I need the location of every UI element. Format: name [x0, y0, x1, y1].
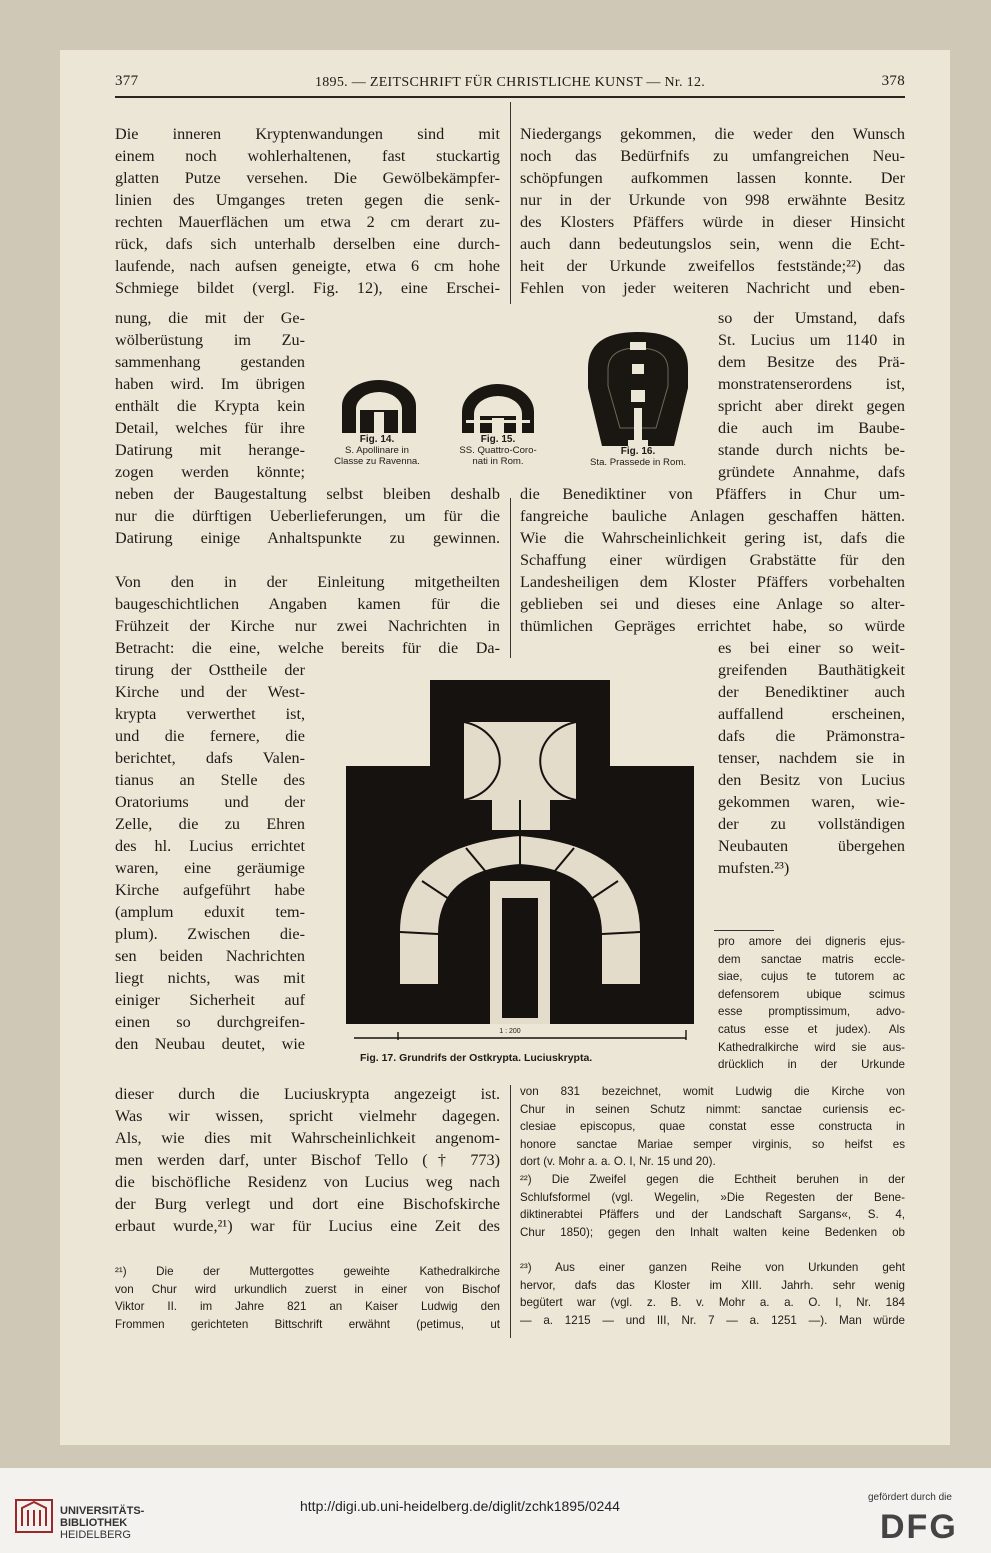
text-line: des Klosters Pfäffers würde in dieser Hinsicht	[520, 213, 905, 231]
col1-paragraph-3	[115, 1105, 500, 1237]
fig15-drawing	[458, 380, 538, 435]
header-rule	[115, 96, 905, 98]
text-line: und die fernere, die	[115, 727, 305, 745]
text-line: so der Umstand, dafs	[718, 309, 905, 327]
text-line: die Benediktiner von Pfäffers in Chur um-	[520, 485, 905, 503]
text-line: ²²) Die Zweifel gegen die Echtheit beruhen in der	[520, 1173, 905, 1186]
text-line: es bei einer so weit-	[718, 639, 905, 657]
text-line: ²³) Aus einer ganzen Reihe von Urkunden geht	[520, 1261, 905, 1274]
text-line: Kirche aufgeführt habe	[115, 881, 305, 899]
dfg-logo: DFG	[880, 1508, 958, 1546]
library-seal-icon	[14, 1498, 54, 1534]
text-line: den Neubau deutet, wie	[115, 1035, 305, 1053]
text-line: Schmiege bildet (vergl. Fig. 12), eine Erschei-	[115, 279, 500, 297]
text-line: hervor, dafs das Kloster im XIII. Jahrh. sehr wenig	[520, 1278, 905, 1292]
text-line: der Burg verlegt und dort eine Bischofskirche	[115, 1195, 500, 1213]
fig14-label: Fig. 14.	[359, 434, 395, 445]
fig15-caption	[446, 434, 550, 467]
text-line: begütert war (vgl. z. B. v. Mohr a. a. O. I, Nr. 184	[520, 1296, 905, 1310]
text-line: Frommen gerichteten Bittschrift erwähnt (petimus, ut	[115, 1317, 500, 1331]
text-line: von 831 bezeichnet, womit Ludwig die Kirche von	[520, 1085, 905, 1098]
text-line: — a. 1215 — und III, Nr. 7 — a. 1251 —). Man würde	[520, 1313, 905, 1327]
text-line: gründete Annahme, dafs	[718, 463, 905, 481]
text-line: Was wir wissen, spricht vielmehr dagegen.	[115, 1107, 500, 1125]
text-line: Datirung einige Anhaltspunkte zu gewinnen.	[115, 529, 500, 547]
text-line: Kirche und der West-	[115, 683, 305, 701]
text-line: berichtet, dafs Valen-	[115, 749, 305, 767]
col1-paragraph-1-end	[115, 483, 500, 549]
text-line: nur in der Urkunde von 998 erwähnte Besitz	[520, 191, 905, 209]
fig16-label: Fig. 16.	[620, 446, 656, 457]
fig17-scale-label: 1 : 200	[499, 1028, 521, 1035]
text-line: auch dann bedeutungslos sein, wenn die Echt-	[520, 235, 905, 253]
text-line: defensorem ubique scimus	[718, 987, 905, 1001]
text-line: den Besitz von Lucius	[718, 771, 905, 789]
text-line: drücklich in der Urkunde	[718, 1058, 905, 1072]
text-line: ²¹) Die der Muttergottes geweihte Kathedralkirche	[115, 1265, 500, 1278]
library-name: UNIVERSITÄTS- BIBLIOTHEK HEIDELBERG	[60, 1505, 145, 1541]
text-line: Chur 1850); gegen den Inhalt walten keine Bedenken ob	[520, 1225, 905, 1239]
fig17-floorplan	[340, 676, 700, 1048]
text-line: glatten Putze versehen. Die Gewölbekämpfer-	[115, 169, 500, 187]
text-line: dem sanctae matris eccle-	[718, 952, 905, 966]
col1-paragraph-1-narrow	[115, 307, 305, 483]
journal-title: 1895. — ZEITSCHRIFT FÜR CHRISTLICHE KUNST — Nr. 12.	[314, 75, 706, 90]
text-line: Schlufsformel (vgl. Wegelin, »Die Regesten der Bene-	[520, 1190, 905, 1204]
text-line: erbaut wurde,²¹) war für Lucius eine Zeit des	[115, 1217, 500, 1235]
running-header	[115, 73, 905, 95]
column-divider	[510, 1085, 511, 1338]
text-line: tirung der Osttheile der	[115, 661, 305, 679]
text-line: des hl. Lucius errichtet	[115, 837, 305, 855]
text-line: Niedergangs gekommen, die weder den Wunsch	[520, 125, 905, 143]
text-line: monstratenserordens ist,	[718, 375, 905, 393]
col1-paragraph-2-end: dieser durch die Luciuskrypta angezeigt ist.	[115, 1085, 500, 1103]
left-page-number: 377	[115, 73, 139, 89]
right-page-number: 378	[881, 73, 905, 89]
text-line: sammenhang gestanden	[115, 353, 305, 371]
text-line: spricht aber direkt gegen	[718, 397, 905, 415]
text-line: Oratoriums und der	[115, 793, 305, 811]
text-line: dem Besitze des Prä-	[718, 353, 905, 371]
text-line: mufsten.²³)	[718, 859, 790, 877]
col1-paragraph-2-narrow	[115, 659, 305, 1055]
fig14-caption-text: S. Apollinare in Classe zu Ravenna.	[334, 445, 420, 467]
col1-paragraph-1	[115, 123, 500, 299]
fig15-caption-text: SS. Quattro-Coro- nati in Rom.	[459, 445, 537, 467]
text-line: der zu vollständigen	[718, 815, 905, 833]
text-line: (amplum eduxit tem-	[115, 903, 305, 921]
sponsor-text: gefördert durch die	[868, 1492, 952, 1503]
text-line: Betracht: die eine, welche bereits für die Da-	[115, 639, 500, 657]
text-line: einen so durchgreifen-	[115, 1013, 305, 1031]
text-line: Frühzeit der Kirche nur zwei Nachrichten in	[115, 617, 500, 635]
text-line: Viktor II. im Jahre 821 an Kaiser Ludwig den	[115, 1300, 500, 1314]
text-line: St. Lucius um 1140 in	[718, 331, 905, 349]
text-line: Chur in seinen Schutz nimmt: sanctae curiensis ec-	[520, 1102, 905, 1116]
col2-paragraph-1-narrow	[718, 307, 905, 483]
text-line: Fehlen von jeder weiteren Nachricht und eben-	[520, 279, 905, 297]
footnote-21	[115, 1263, 500, 1333]
fig17-caption: Fig. 17. Grundrifs der Ostkrypta. Luciuskrypta.	[360, 1052, 593, 1064]
footnote-rule	[714, 930, 774, 931]
col2-paragraph-1	[520, 123, 905, 299]
text-line: neben der Baugestaltung selbst bleiben deshalb	[115, 485, 500, 503]
text-line: Datirung mit herange-	[115, 441, 305, 459]
text-line: tenser, nachdem sie in	[718, 749, 905, 767]
text-line: nung, die mit der Ge-	[115, 309, 305, 327]
text-line: catus esse et judex). Als	[718, 1022, 905, 1036]
text-line: enthält die Krypta kein	[115, 397, 305, 415]
text-line: rück, dafs sich unterhalb derselben eine durch-	[115, 235, 500, 253]
text-line: dafs die Prämonstra-	[718, 727, 905, 745]
col2-paragraph-1-narrow-2	[718, 637, 905, 879]
text-line: krypta verwerthet ist,	[115, 705, 305, 723]
footnote-23	[520, 1259, 905, 1329]
text-line: schöpfungen aufkommen lassen konnte. Der	[520, 169, 905, 187]
text-line: Kathedralkirche wird sie aus-	[718, 1040, 905, 1054]
col2-paragraph-1-end	[520, 483, 905, 637]
text-line: Landesheiligen dem Kloster Pfäffers vorbehalten	[520, 573, 905, 591]
text-line: laufende, nach aufsen geneigte, etwa 6 cm hohe	[115, 257, 500, 275]
text-line: liegt nichts, was mit	[115, 969, 305, 987]
column-divider	[510, 102, 511, 304]
text-line: von Chur wird urkundlich zuerst in einer von Bischof	[115, 1282, 500, 1296]
fig14-drawing	[340, 380, 418, 435]
text-line: einiger Sicherheit auf	[115, 991, 305, 1009]
fig15-label: Fig. 15.	[480, 434, 516, 445]
text-line: sen beiden Nachrichten	[115, 947, 305, 965]
text-line: linien des Umganges treten gegen die senk-	[115, 191, 500, 209]
footnote-21-continued-narrow	[718, 933, 905, 1074]
text-line: Zelle, die zu Ehren	[115, 815, 305, 833]
text-line: pro amore dei digneris ejus-	[718, 935, 905, 948]
column-divider	[510, 498, 511, 658]
text-line: Von den in der Einleitung mitgetheilten	[115, 573, 500, 591]
text-line: waren, eine geräumige	[115, 859, 305, 877]
text-line: stande durch nichts be-	[718, 441, 905, 459]
text-line: zogen werden könnte;	[115, 463, 305, 481]
text-line: einem noch wohlerhaltenen, fast stuckartig	[115, 147, 500, 165]
text-line: thümlichen Gepräges errichtet habe, so würde	[520, 617, 905, 635]
fig16-drawing	[584, 328, 692, 458]
fig14-caption	[328, 434, 426, 467]
text-line: die auch im Baube-	[718, 419, 905, 437]
text-line: wölberüstung im Zu-	[115, 331, 305, 349]
footnote-21-continued	[520, 1083, 905, 1171]
text-line: Die inneren Kryptenwandungen sind mit	[115, 125, 500, 143]
text-line: der Benediktiner auch	[718, 683, 905, 701]
fig16-caption-text: Sta. Prassede in Rom.	[590, 457, 686, 468]
footnote-22	[520, 1171, 905, 1241]
text-line: greifenden Bauthätigkeit	[718, 661, 905, 679]
text-line: auffallend erscheinen,	[718, 705, 905, 723]
text-line: fangreiche bauliche Anlagen geschaffen hätten.	[520, 507, 905, 525]
text-line: Neubauten übergehen	[718, 837, 905, 855]
text-line: rechten Mauerflächen um etwa 2 cm derart zu-	[115, 213, 500, 231]
col1-paragraph-2	[115, 571, 500, 659]
text-line: baugeschichtlichen Angaben kamen für die	[115, 595, 500, 613]
text-line: Detail, welches für ihre	[115, 419, 305, 437]
text-line: Schaffung einer würdigen Grabstätte für den	[520, 551, 905, 569]
text-line: Als, wie dies mit Wahrscheinlichkeit angenom-	[115, 1129, 500, 1147]
text-line: geblieben sei und dieses eine Anlage so alter-	[520, 595, 905, 613]
text-line: dort (v. Mohr a. a. O. I, Nr. 15 und 20).	[520, 1155, 716, 1169]
text-line: siae, cujus te tutorem ac	[718, 970, 905, 984]
text-line: tianus an Stelle des	[115, 771, 305, 789]
text-line: honore sanctae Mariae semper virginis, so heifst es	[520, 1137, 905, 1151]
permalink-url[interactable]: http://digi.ub.uni-heidelberg.de/diglit/zchk1895/0244	[300, 1498, 620, 1514]
text-line: heit der Urkunde zweifellos feststände;²²) das	[520, 257, 905, 275]
text-line: noch das Bedürfnifs zu umfangreichen Neu-	[520, 147, 905, 165]
text-line: clesiae episcopus, quae constat esse constructa in	[520, 1120, 905, 1134]
text-line: diktinerabtei Pfäffers und der Landschaft Sargans«, S. 4,	[520, 1208, 905, 1222]
text-line: men werden darf, unter Bischof Tello († 773)	[115, 1151, 500, 1169]
text-line: nur die dürftigen Ueberlieferungen, um für die	[115, 507, 500, 525]
fig16-caption	[562, 446, 714, 468]
text-line: esse promptissimum, advo-	[718, 1005, 905, 1019]
text-line: plum). Zwischen die-	[115, 925, 305, 943]
text-line: haben wird. Im übrigen	[115, 375, 305, 393]
text-line: die bischöfliche Residenz von Lucius weg nach	[115, 1173, 500, 1191]
text-line: gekommen waren, wie-	[718, 793, 905, 811]
text-line: Wie die Wahrscheinlichkeit gering ist, dafs die	[520, 529, 905, 547]
